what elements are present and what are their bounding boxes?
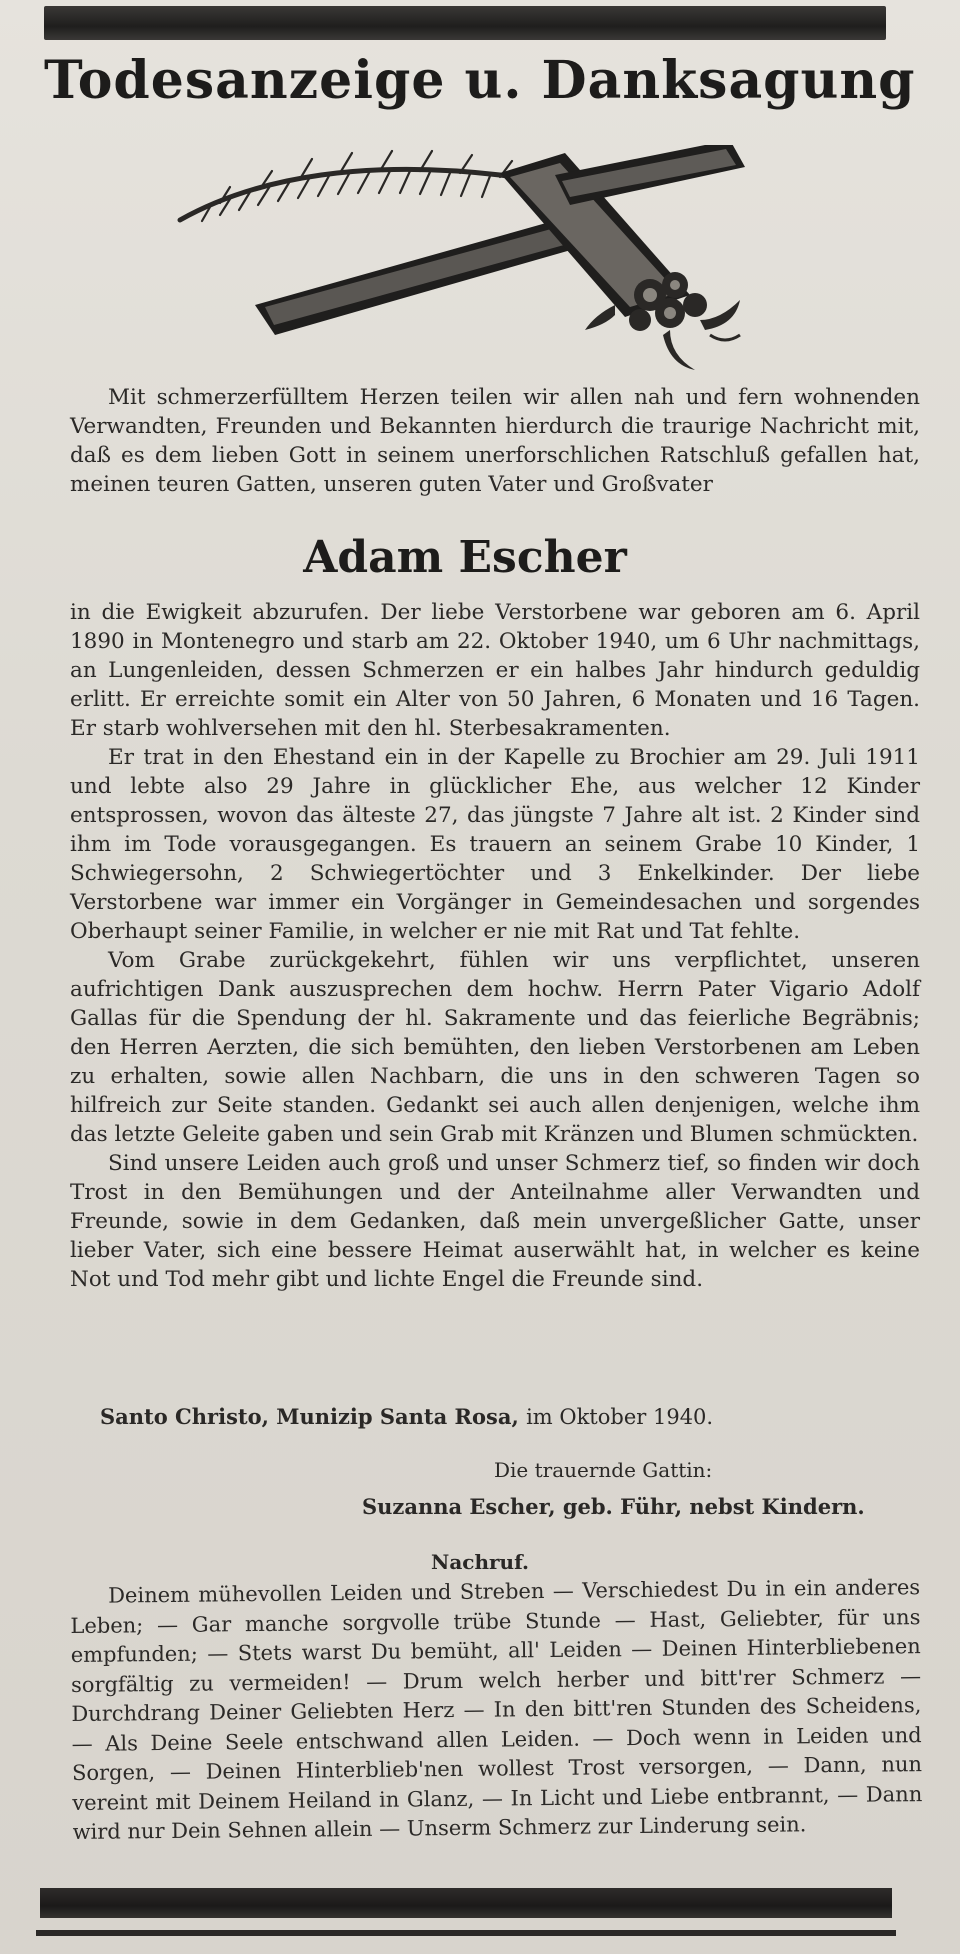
paragraph-death-details: in die Ewigkeit abzurufen. Der liebe Verstorbene war geboren am 6. April 1890 in Montenegro und starb am 22. Oktober 1940, um 6 Uhr nachmittags, an Lungenleiden, dessen Schmerzen er ein halbes Jahr hindurch geduldig erlitt. Er erreichte somit ein Alter von 50 Jahren, 6 Monaten und 16 Tagen. Er starb wohlversehen mit den hl. Sterbesakramenten. <box>70 600 920 741</box>
headline: Todesanzeige u. Danksagung <box>44 50 916 111</box>
paragraph-consolation: Sind unsere Leiden auch groß und unser Schmerz tief, so finden wir doch Trost in den Bemühungen und der Anteilnahme aller Verwandten und Freunde, sowie in dem Gedanken, daß mein unvergeßlicher Gatte, unser lieber Vater, sich eine bessere Heimat auserwählt hat, in welcher es keine Not und Tod mehr gibt und lichte Engel die Freunde sind. <box>70 1151 920 1292</box>
widow-label: Die trauernde Gattin: <box>494 1458 713 1482</box>
poem-text: Deinem mühevollen Leiden und Streben — Verschiedest Du in ein anderes Leben; — Gar manche sorgvolle trübe Stunde — Hast, Geliebter, für uns empfunden; — Stets warst Du bemüht, all' Leiden — Deinen Hinterbliebenen sorgfältig zu vermeiden! — Drum welch herber und bitt'rer Schmerz — Durchdrang Deiner Geliebten Herz — In den bitt'ren Stunden des Scheidens, — Als Deine Seele entschwand allen Leiden. — Doch wenn in Leiden und Sorgen, — Deinen Hinterblieb'nen wollest Trost versorgen, — Dann, nun vereint mit Deinem Heiland in Glanz, — In Licht und Liebe entbrannt, — Dann wird nur Dein Sehnen allein — Unserm Schmerz zur Linderung sein. <box>70 1575 923 1844</box>
paragraph-marriage: Er trat in den Ehestand ein in der Kapelle zu Brochier am 29. Juli 1911 und lebte also 29 Jahre in glücklicher Ehe, aus welcher 12 Kinder entsprossen, wovon das älteste 27, das jüngste 7 Jahre alt ist. 2 Kinder sind ihm im Tode vorausgegangen. Es trauern an seinem Grabe 10 Kinder, 1 Schwiegersohn, 2 Schwiegertöchter und 3 Enkelkinder. Der liebe Verstorbene war immer ein Vorgänger in Gemeindesachen und sorgendes Oberhaupt seiner Familie, in welcher er nie mit Rat und Tat fehlte. <box>70 745 920 944</box>
intro-paragraph: Mit schmerzerfülltem Herzen teilen wir allen nah und fern wohnenden Verwandten, Freunden und Bekannten hierdurch die traurige Nachricht mit, daß es dem lieben Gott in seinem unerforschlichen Ratschluß gefallen hat, meinen teuren Gatten, unseren guten Vater und Großvater <box>70 385 920 497</box>
cross-palm-illustration <box>170 145 770 385</box>
place-date-line <box>100 1404 880 1429</box>
date: im Oktober 1940. <box>526 1405 714 1429</box>
widow-name: Suzanna Escher, geb. Führ, nebst Kindern. <box>362 1494 865 1519</box>
bottom-thin-rule <box>36 1930 896 1936</box>
top-border-rule <box>44 6 886 40</box>
main-text <box>70 598 920 1294</box>
intro-text <box>70 383 920 499</box>
bottom-border-rule <box>40 1888 892 1918</box>
place: Santo Christo, Munizip Santa Rosa, <box>100 1404 519 1429</box>
obituary-title: Nachruf. <box>431 1550 529 1574</box>
deceased-name: Adam Escher <box>303 532 627 583</box>
paragraph-thanks: Vom Grabe zurückgekehrt, fühlen wir uns verpflichtet, unseren aufrichtigen Dank auszusprechen dem hochw. Herrn Pater Vigario Adolf Gallas für die Spendung der hl. Sakramente und das feierliche Begräbnis; den Herren Aerzten, die sich bemühten, den lieben Verstorbenen am Leben zu erhalten, sowie allen Nachbarn, die uns in den schweren Tagen so hilfreich zur Seite standen. Gedankt sei auch allen denjenigen, welche ihm das letzte Geleite gaben und sein Grab mit Kränzen und Blumen schmückten. <box>70 948 920 1147</box>
obituary-poem <box>70 1573 923 1847</box>
